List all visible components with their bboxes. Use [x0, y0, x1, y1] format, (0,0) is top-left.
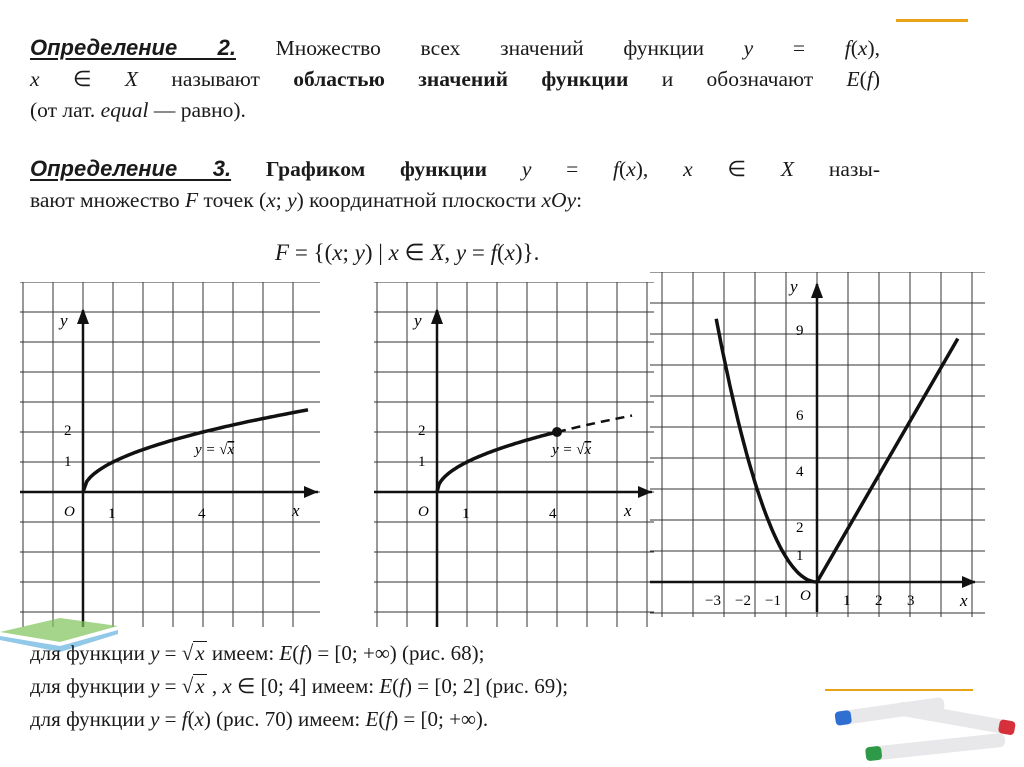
marker-icon — [865, 733, 1006, 762]
origin-label: O — [418, 504, 429, 520]
example-line-2 — [30, 670, 830, 703]
y-tick-label: 6 — [796, 408, 804, 424]
math-var: y — [743, 36, 754, 60]
math-var: x — [30, 67, 40, 91]
text: для функции — [30, 641, 151, 665]
math-var: x — [857, 36, 868, 60]
math-var: x — [683, 157, 693, 181]
graph-set-formula — [275, 240, 539, 266]
text: точек ( — [198, 188, 267, 212]
y-axis-label: y — [60, 311, 68, 330]
y-axis-arrow-icon — [77, 308, 89, 324]
math-var: y — [150, 641, 160, 665]
math-var: E — [365, 707, 379, 731]
math-var: x — [388, 240, 399, 265]
text: ; — [342, 240, 355, 265]
grid — [374, 282, 654, 627]
y-axis-label: y — [790, 277, 798, 296]
y-axis-arrow-icon — [431, 308, 443, 324]
text: назы- — [794, 157, 880, 181]
math-var: E — [279, 641, 293, 665]
y-axis-label: y — [414, 311, 422, 330]
math-var: f — [613, 157, 620, 181]
term-range-of-function: областью значений функции — [293, 67, 629, 91]
text: ), — [635, 157, 684, 181]
text: для функции — [30, 707, 151, 731]
y-tick-label: 1 — [418, 454, 426, 470]
text: ) = [0; 2] (рис. 69); — [405, 674, 569, 698]
text: ( — [497, 240, 505, 265]
x-axis-label: x — [960, 591, 968, 610]
math-var: X — [124, 67, 139, 91]
marker-icon — [895, 701, 1016, 736]
text: ( — [378, 707, 386, 731]
math-var: f — [385, 707, 392, 731]
math-var: x — [194, 707, 204, 731]
graph-fig-69-svg — [374, 282, 654, 627]
x-tick-label: 1 — [462, 506, 470, 522]
x-axis-arrow-icon — [962, 576, 976, 588]
x-tick-label: −3 — [705, 593, 721, 609]
latin-word: equal — [100, 98, 149, 122]
x-tick-label: −2 — [735, 593, 751, 609]
math-var: x — [222, 674, 232, 698]
definition-2-line-2 — [30, 64, 880, 95]
examples-list — [30, 637, 830, 736]
text: (от лат. — [30, 98, 101, 122]
y-tick-label: 2 — [64, 423, 72, 439]
math-var: f — [399, 674, 406, 698]
x-axis-label: x — [292, 501, 300, 520]
definition-3-line-1 — [30, 153, 880, 185]
math-var: f — [181, 707, 188, 731]
math-var: f — [299, 641, 306, 665]
text: ) (рис. 70) имеем: — [203, 707, 366, 731]
origin-label: O — [800, 588, 811, 604]
math-var: F — [185, 188, 199, 212]
y-tick-label: 4 — [796, 464, 804, 480]
text: ) | — [364, 240, 389, 265]
math-var: x — [626, 157, 636, 181]
sqrt-sign: √ — [219, 442, 228, 458]
text: ) = [0; +∞). — [391, 707, 489, 731]
math-var: X — [430, 240, 445, 265]
example-line-3 — [30, 703, 830, 736]
math-var: x — [504, 240, 515, 265]
text: и обозначают — [628, 67, 847, 91]
sqrt-sign: √ — [181, 674, 194, 698]
math-var: X — [780, 157, 795, 181]
math-var: f — [866, 67, 873, 91]
curve-label-lhs: y = — [552, 442, 577, 458]
endpoint-marker — [552, 427, 562, 437]
definition-2-label: Определение 2. — [30, 35, 236, 60]
text: ( — [850, 36, 858, 60]
text: ∈ [0; 4] имеем: — [231, 674, 380, 698]
x-tick-label: 1 — [108, 506, 116, 522]
sqrt-sign: √ — [576, 442, 585, 458]
text: — равно). — [148, 98, 246, 122]
math-var: x — [332, 240, 343, 265]
origin-label: O — [64, 504, 75, 520]
graph-fig-70-svg — [650, 272, 985, 617]
text: )}. — [514, 240, 540, 265]
text: ) = [0; +∞) (рис. 68); — [305, 641, 485, 665]
graph-fig-69 — [374, 282, 654, 627]
x-tick-label: 3 — [907, 593, 915, 609]
text: ( — [292, 641, 300, 665]
text: ∈ — [692, 157, 781, 181]
text: ), — [867, 36, 880, 60]
x-tick-label: −1 — [765, 593, 781, 609]
curve-label-radicand: x — [227, 442, 235, 458]
text: ( — [187, 707, 195, 731]
math-var: y — [150, 674, 160, 698]
text: имеем: — [206, 641, 280, 665]
math-var: y — [354, 240, 365, 265]
decorative-markers — [825, 683, 1024, 767]
x-tick-label: 2 — [875, 593, 883, 609]
math-var: y — [150, 707, 160, 731]
text: = — [753, 36, 845, 60]
x-axis-label: x — [624, 501, 632, 520]
text: ∈ — [398, 240, 431, 265]
math-var: xOy — [541, 188, 577, 212]
text: ( — [392, 674, 400, 698]
text: ) — [872, 67, 880, 91]
graph-fig-68 — [20, 282, 320, 627]
parabola-branch — [716, 319, 817, 582]
x-tick-label: 4 — [549, 506, 557, 522]
math-var: f — [490, 240, 497, 265]
text: = — [531, 157, 614, 181]
y-axis-arrow-icon — [811, 282, 823, 298]
math-var: y — [455, 240, 467, 265]
y-tick-label: 1 — [796, 548, 804, 564]
example-line-1 — [30, 637, 830, 670]
definition-3-line-2 — [30, 185, 880, 216]
curve-label — [550, 442, 592, 458]
sqrt-sign: √ — [181, 641, 194, 665]
text: ( — [859, 67, 867, 91]
math-var: x — [266, 188, 276, 212]
math-var: y — [521, 157, 532, 181]
text: , — [206, 674, 223, 698]
text: ) координатной плоскости — [296, 188, 542, 212]
graph-fig-68-svg — [20, 282, 320, 627]
y-tick-label: 2 — [796, 520, 804, 536]
text: ( — [619, 157, 627, 181]
curve-label — [193, 442, 235, 458]
text: = {( — [289, 240, 333, 265]
text: = — [159, 674, 182, 698]
text: Множество всех значений функции — [235, 36, 744, 60]
text: = — [159, 707, 182, 731]
text: = — [466, 240, 491, 265]
y-tick-label: 9 — [796, 323, 804, 339]
graph-fig-70 — [650, 272, 985, 617]
text: , — [444, 240, 456, 265]
accent-rule — [825, 689, 973, 691]
linear-branch — [817, 339, 958, 582]
definition-2-line-3 — [30, 95, 880, 126]
math-var: E — [846, 67, 860, 91]
radicand: x — [195, 641, 205, 665]
y-tick-label: 1 — [64, 454, 72, 470]
math-var: E — [379, 674, 393, 698]
text: вают множество — [30, 188, 186, 212]
text: называют — [138, 67, 294, 91]
x-axis-arrow-icon — [304, 486, 318, 498]
math-var: F — [275, 240, 290, 265]
curve-label-radicand: x — [584, 442, 592, 458]
math-var: f — [844, 36, 851, 60]
radicand: x — [195, 674, 205, 698]
text: : — [576, 188, 583, 212]
definition-3-label: Определение 3. — [30, 156, 232, 181]
definition-2 — [30, 32, 880, 126]
curve-label-lhs: y = — [195, 442, 220, 458]
math-var: y — [287, 188, 297, 212]
text: ; — [275, 188, 288, 212]
text: ∈ — [39, 67, 125, 91]
x-tick-label: 4 — [198, 506, 206, 522]
x-tick-label: 1 — [843, 593, 851, 609]
text: = — [159, 641, 182, 665]
term-graph-of-function: Графиком функции — [231, 157, 522, 181]
definition-2-line-1 — [30, 32, 880, 64]
sqrt-curve-continuation — [557, 416, 632, 433]
y-tick-label: 2 — [418, 423, 426, 439]
definition-3 — [30, 153, 880, 216]
accent-line — [896, 19, 968, 22]
text: для функции — [30, 674, 151, 698]
